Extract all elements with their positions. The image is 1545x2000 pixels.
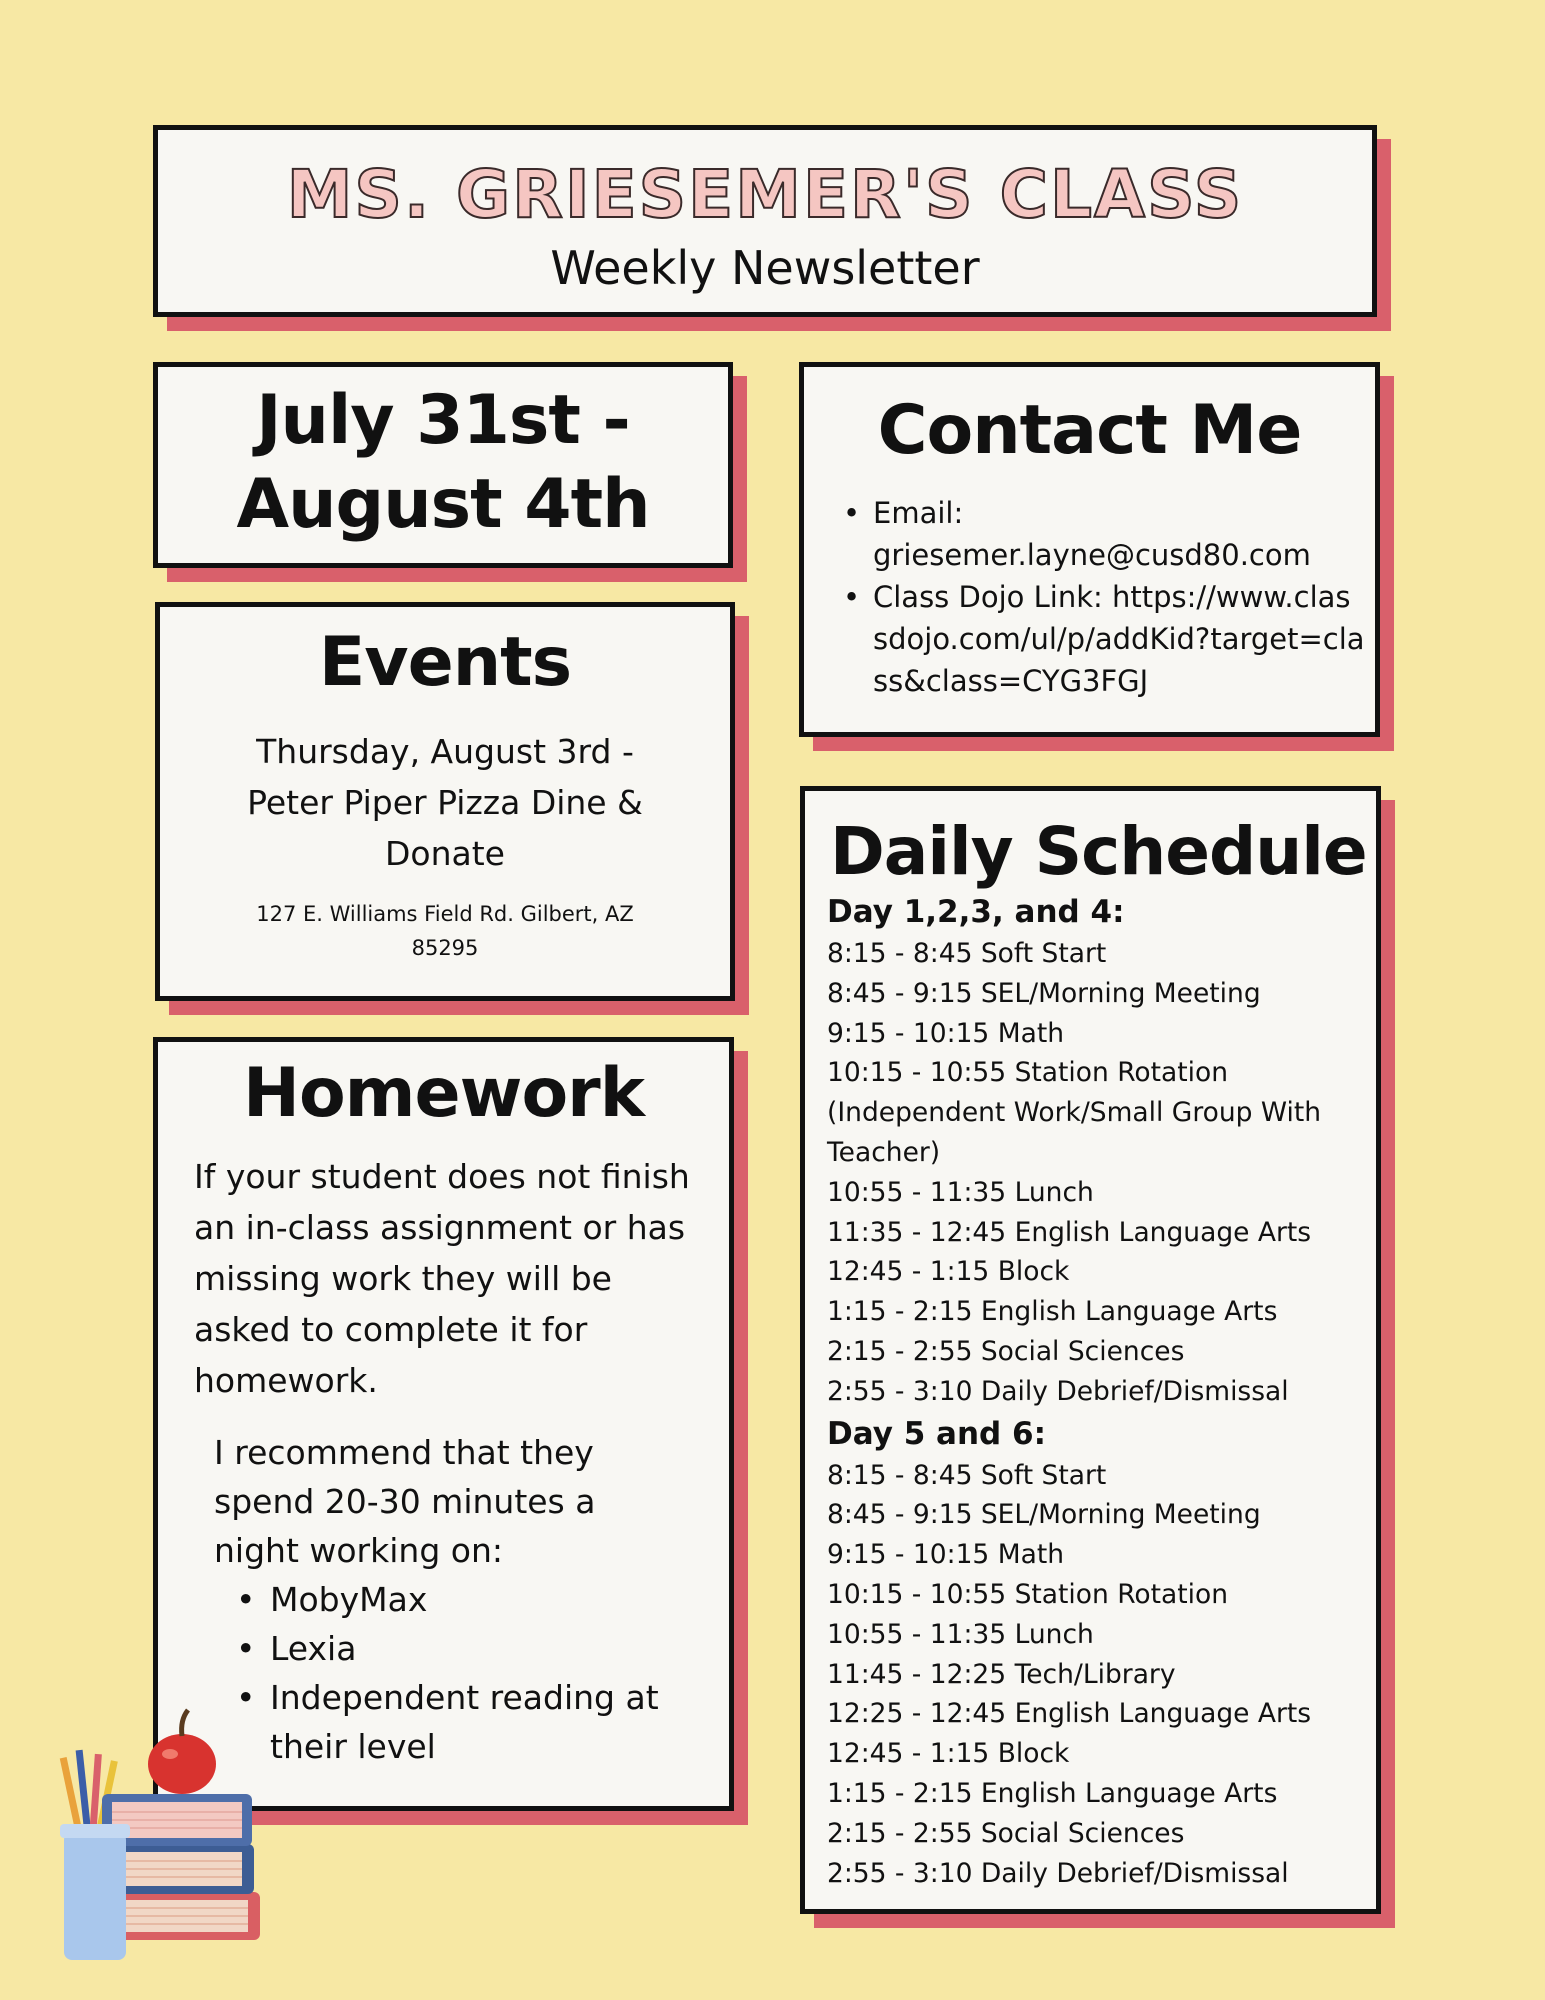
page-subtitle: Weekly Newsletter <box>550 241 980 295</box>
schedule-item: 8:45 - 9:15 SEL/Morning Meeting <box>827 1499 1261 1531</box>
page-title: MS. GRIESEMER'S CLASS <box>286 156 1244 233</box>
schedule-list <box>827 1456 1362 1894</box>
homework-list <box>214 1575 689 1771</box>
homework-paragraph: If your student does not finish an in-class assignment or has missing work they will be asked to complete it for homework. <box>194 1157 690 1400</box>
schedule-item: 2:15 - 2:55 Social Sciences <box>827 1817 1185 1849</box>
schedule-block-title: Day 1,2,3, and 4: <box>827 894 1125 930</box>
date-range <box>158 379 728 547</box>
contact-card <box>799 362 1380 737</box>
homework-recommendation: I recommend that they spend 20-30 minutes a night working on: <box>214 1433 596 1570</box>
schedule-item: 12:45 - 1:15 Block <box>827 1256 1070 1288</box>
newsletter-header <box>153 125 1377 317</box>
schedule-item: 1:15 - 2:15 English Language Arts <box>827 1296 1278 1328</box>
events-card <box>155 602 735 1001</box>
schedule-item: 11:35 - 12:45 English Language Arts <box>827 1216 1312 1248</box>
schedule-item: 1:15 - 2:15 English Language Arts <box>827 1777 1278 1809</box>
schedule-item: 10:15 - 10:55 Station Rotation (Independent Work/Small Group With Teacher) <box>827 1057 1322 1168</box>
contact-heading: Contact Me <box>877 391 1302 470</box>
date-line-2: August 4th <box>236 465 650 544</box>
homework-card <box>153 1037 734 1811</box>
schedule-item: 10:15 - 10:55 Station Rotation <box>827 1578 1229 1610</box>
schedule-item: 2:55 - 3:10 Daily Debrief/Dismissal <box>827 1857 1289 1889</box>
contact-dojo-link: • Class Dojo Link: https://www.classdojo.com/ul/p/addKid?target=class&class=CYG3FGJ <box>837 576 1365 702</box>
date-line-1: July 31st - <box>256 381 630 460</box>
schedule-item: 2:15 - 2:55 Social Sciences <box>827 1335 1185 1367</box>
schedule-item: 8:15 - 8:45 Soft Start <box>827 938 1107 969</box>
schedule-item: 9:15 - 10:15 Math <box>827 1017 1064 1049</box>
schedule-block-title: Day 5 and 6: <box>827 1415 1046 1452</box>
homework-heading: Homework <box>243 1054 644 1133</box>
schedule-block-days-5-6 <box>827 1412 1362 1894</box>
schedule-item: 11:45 - 12:25 Tech/Library <box>827 1658 1176 1690</box>
schedule-block-days-1-4 <box>827 890 1362 1412</box>
daily-schedule-card <box>800 786 1381 1914</box>
date-range-card <box>153 362 733 568</box>
homework-item: • Lexia <box>214 1624 689 1673</box>
schedule-item: 10:55 - 11:35 Lunch <box>827 1176 1094 1208</box>
books-apple-pencils-icon <box>58 1702 268 1967</box>
event-address: 127 E. Williams Field Rd. Gilbert, AZ 85295 <box>256 902 634 960</box>
homework-item: • Independent reading at their level <box>214 1673 689 1771</box>
schedule-item: 10:55 - 11:35 Lunch <box>827 1618 1094 1650</box>
schedule-item: 8:45 - 9:15 SEL/Morning Meeting <box>827 977 1261 1009</box>
schedule-heading: Daily Schedule <box>830 813 1367 890</box>
events-heading: Events <box>318 623 572 702</box>
contact-list <box>837 492 1365 702</box>
homework-item: • MobyMax <box>214 1575 689 1624</box>
schedule-list <box>827 934 1362 1412</box>
schedule-item: 8:15 - 8:45 Soft Start <box>827 1459 1107 1491</box>
event-title: Thursday, August 3rd - Peter Piper Pizza Dine & Donate <box>247 732 643 873</box>
schedule-item: 12:45 - 1:15 Block <box>827 1738 1070 1770</box>
schedule-item: 9:15 - 10:15 Math <box>827 1539 1064 1571</box>
schedule-item: 2:55 - 3:10 Daily Debrief/Dismissal <box>827 1375 1289 1407</box>
contact-email: • Email: griesemer.layne@cusd80.com <box>837 492 1365 576</box>
schedule-item: 12:25 - 12:45 English Language Arts <box>827 1698 1312 1730</box>
